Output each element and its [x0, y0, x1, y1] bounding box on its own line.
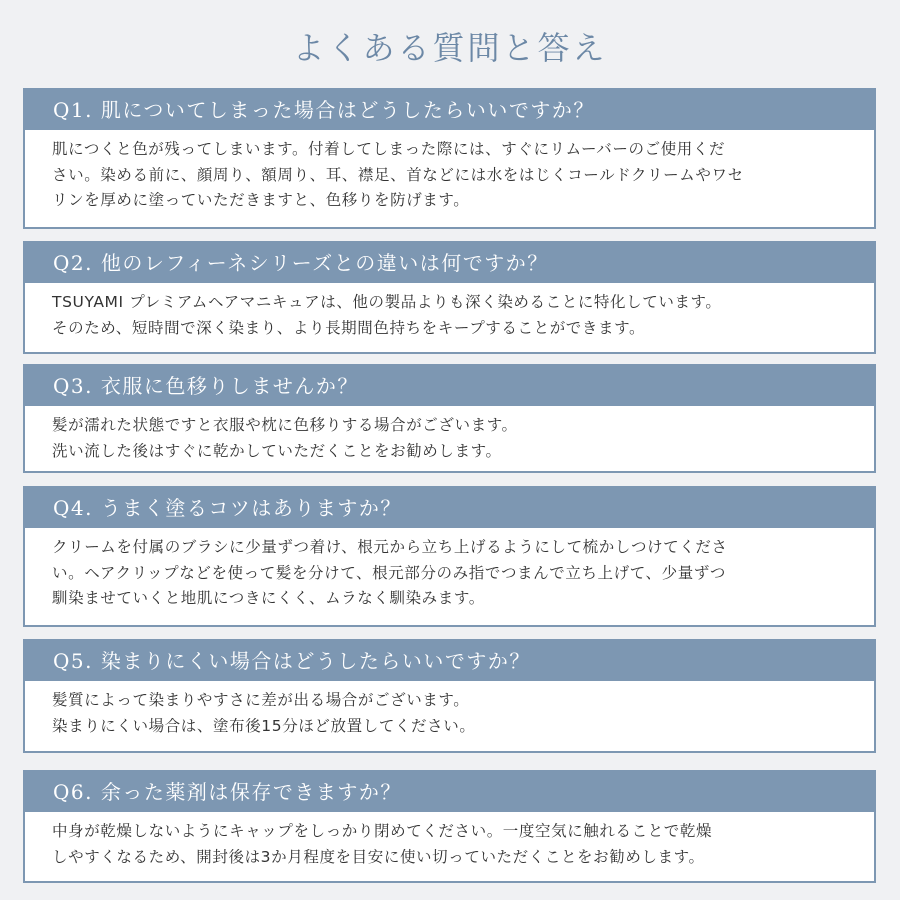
faq-answer-line: そのため、短時間で深く染まり、より長期間色持ちをキープすることができます。 [52, 318, 646, 337]
faq-item-3 [23, 364, 876, 473]
faq-answer-line: 肌につくと色が残ってしまいます。付着してしまった際には、すぐにリムーバーのご使用くだ [52, 140, 726, 158]
faq-answer-line: しやすくなるため、開封後は3か月程度を目安に使い切っていただくことをお勧めします。 [52, 847, 705, 866]
faq-item-4 [23, 486, 876, 627]
faq-answer-line: 馴染ませていくと地肌につきにくく、ムラなく馴染みます。 [52, 589, 485, 607]
page-title: よくある質問と答え [292, 29, 608, 67]
faq-answer-line: 髪質によって染まりやすさに差が出る場合がございます。 [52, 691, 470, 709]
faq-answer-line: 髪が濡れた状態ですと衣服や枕に色移りする場合がございます。 [52, 416, 518, 434]
faq-answer [25, 130, 874, 214]
faq-item-6 [23, 770, 876, 883]
faq-answer-line: リンを厚めに塗っていただきますと、色移りを防げます。 [52, 191, 470, 209]
faq-item-5 [23, 639, 876, 753]
faq-answer-line: さい。染める前に、顔周り、額周り、耳、襟足、首などには水をはじくコールドクリームやワセ [52, 165, 744, 184]
faq-question: Q2. 他のレフィーネシリーズとの違いは何ですか？ [25, 243, 874, 283]
faq-answer-line: TSUYAMI プレミアムヘアマニキュアは、他の製品よりも深く染めることに特化しています。 [52, 293, 722, 311]
faq-question: Q3. 衣服に色移りしませんか？ [25, 366, 874, 406]
faq-question: Q5. 染まりにくい場合はどうしたらいいですか？ [25, 641, 874, 681]
faq-answer [25, 406, 874, 464]
faq-answer-line: クリームを付属のブラシに少量ずつ着け、根元から立ち上げるようにして梳かしつけてくださ [52, 538, 728, 556]
faq-answer-line: 中身が乾燥しないようにキャップをしっかり閉めてください。一度空気に触れることで乾燥 [52, 822, 713, 840]
faq-answer-line: 洗い流した後はすぐに乾かしていただくことをお勧めします。 [52, 441, 502, 460]
faq-question: Q1. 肌についてしまった場合はどうしたらいいですか？ [25, 90, 874, 130]
faq-answer [25, 528, 874, 612]
faq-answer [25, 681, 874, 739]
faq-answer [25, 812, 874, 870]
faq-answer-line: 染まりにくい場合は、塗布後15分ほど放置してください。 [52, 716, 476, 735]
faq-answer-line: い。ヘアクリップなどを使って髪を分けて、根元部分のみ指でつまんで立ち上げて、少量ずつ [52, 563, 727, 582]
faq-question: Q6. 余った薬剤は保存できますか？ [25, 772, 874, 812]
faq-item-2 [23, 241, 876, 354]
faq-question: Q4. うまく塗るコツはありますか？ [25, 488, 874, 528]
faq-answer [25, 283, 874, 341]
faq-item-1 [23, 88, 876, 229]
